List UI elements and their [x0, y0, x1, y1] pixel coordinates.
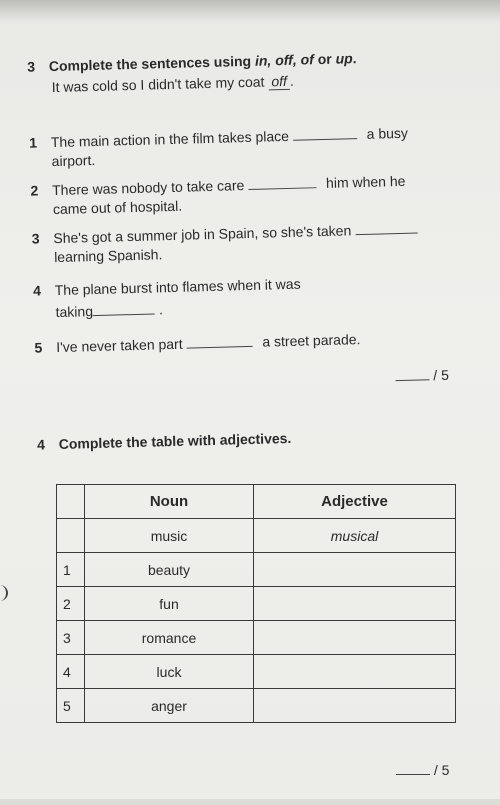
adjective-answer-cell[interactable]: [254, 553, 456, 587]
exercise-3-item-1: [29, 123, 408, 152]
item-text: taking: [55, 303, 94, 321]
index-cell: 4: [57, 655, 85, 689]
item-period: .: [158, 301, 164, 318]
item-text: There was nobody to take care: [51, 177, 245, 199]
adjective-answer-cell[interactable]: [254, 655, 456, 689]
exercise-3-item-5: [34, 329, 360, 357]
exercise-3-heading: [27, 49, 357, 76]
answer-blank[interactable]: [355, 219, 417, 236]
adjective-answer-cell[interactable]: [254, 689, 456, 723]
index-cell: 5: [57, 689, 85, 723]
answer-blank[interactable]: [293, 124, 357, 141]
exercise-3-instruction-lead: Complete the sentences using: [48, 52, 256, 75]
exercise-3-item-3: [31, 219, 417, 248]
example-end: .: [289, 72, 295, 89]
adjective-answer-cell[interactable]: [254, 621, 456, 655]
score-total: / 5: [433, 762, 450, 778]
item-3-continuation: learning Spanish.: [53, 246, 163, 266]
item-2-continuation: came out of hospital.: [52, 197, 183, 218]
item-text: The main action in the film takes place: [50, 127, 290, 151]
exercise-3-item-4: [33, 275, 301, 300]
item-1-continuation: airport.: [51, 151, 96, 170]
item-text: The plane burst into flames when it was: [54, 275, 301, 299]
answer-blank[interactable]: [186, 332, 252, 349]
exercise-4-instruction: Complete the table with adjectives.: [58, 429, 292, 453]
score-blank[interactable]: [396, 760, 430, 775]
item-number: 5: [34, 339, 43, 356]
exercise-3-instruction-end: .: [352, 50, 357, 67]
exercise-3-instruction-last: up: [335, 50, 353, 67]
item-text: She's got a summer job in Spain, so she's taken: [53, 222, 352, 247]
adjective-answer-cell[interactable]: [254, 587, 456, 621]
index-cell: 1: [57, 553, 85, 587]
index-cell: 3: [57, 621, 85, 655]
exercise-3-instruction-or: or: [313, 50, 336, 68]
item-number: 1: [28, 134, 38, 151]
adjective-header: Adjective: [254, 485, 456, 519]
exercise-3-item-2: [30, 171, 405, 200]
answer-blank[interactable]: [248, 173, 316, 190]
index-cell: [57, 519, 85, 553]
item-text: I've never taken part: [56, 335, 183, 356]
noun-cell: anger: [85, 689, 254, 723]
item-number: 4: [32, 282, 42, 299]
example-sentence: It was cold so I didn't take my coat: [51, 73, 265, 96]
noun-cell: luck: [85, 655, 254, 689]
table-row: [57, 553, 456, 587]
item-text-after: a street parade.: [262, 331, 361, 350]
index-header: [57, 485, 85, 519]
noun-cell: romance: [85, 621, 254, 655]
item-text-after: him when he: [325, 172, 406, 191]
item-text-after: a busy: [366, 124, 409, 142]
exercise-4-number: 4: [36, 436, 46, 453]
exercise-3-number: 3: [26, 58, 36, 75]
item-number: 3: [31, 230, 40, 247]
item-number: 2: [30, 182, 39, 199]
table-example-row: [57, 519, 456, 553]
noun-header: Noun: [85, 485, 254, 519]
noun-cell: music: [85, 519, 254, 553]
table-row: [57, 655, 456, 689]
table-row: [57, 587, 456, 621]
index-cell: 2: [57, 587, 85, 621]
example-answer: off: [268, 73, 290, 91]
adjective-table: [56, 484, 456, 723]
exercise-3-score: [395, 365, 449, 385]
noun-cell: fun: [85, 587, 254, 621]
exercise-3-instruction-words: in, off, of: [254, 51, 315, 69]
table-header-row: [57, 485, 456, 519]
exercise-3-example: [52, 72, 295, 96]
table-row: [57, 621, 456, 655]
table-row: [57, 689, 456, 723]
adjective-cell: musical: [254, 519, 456, 553]
item-4-continuation: [55, 299, 163, 321]
exercise-4-heading: [37, 429, 292, 454]
score-blank[interactable]: [395, 365, 429, 381]
exercise-4-score: [396, 760, 449, 779]
score-total: / 5: [433, 366, 450, 384]
noun-cell: beauty: [85, 553, 254, 587]
answer-blank[interactable]: [93, 299, 155, 316]
